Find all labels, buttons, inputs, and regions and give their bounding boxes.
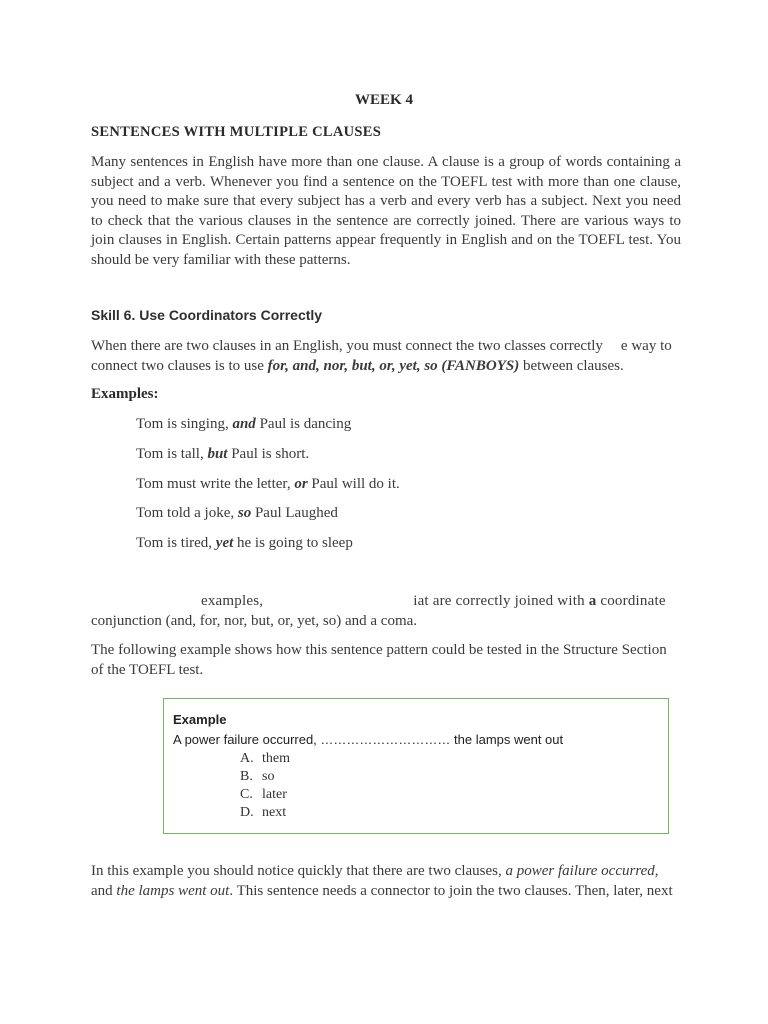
example-question: A power failure occurred, ………………………… the lamps went out <box>173 732 564 747</box>
summary-part1: examples, <box>201 593 264 609</box>
fanboys-list: for, and, nor, but, or, yet, so (FANBOYS) <box>267 357 520 374</box>
skill-line1-b: e way to <box>620 338 672 354</box>
answer-option-c: C. later <box>240 787 287 802</box>
explanation-paragraph: In this example you should notice quickly that there are two clauses, a power failure occurred, and the lamps went out. This sentence needs a connector to join the two clauses. Then, later, next <box>91 863 673 899</box>
skill-paragraph <box>91 337 681 376</box>
section-heading: SENTENCES WITH MULTIPLE CLAUSES <box>91 124 382 140</box>
summary-part3: coordinate <box>596 593 666 609</box>
page-title: WEEK 4 <box>355 92 413 108</box>
example-sentence: Tom is tall, but Paul is short. <box>136 446 310 462</box>
answer-option-b: B. so <box>240 769 275 784</box>
skill-line1-a: When there are two clauses in an English, you must connect the two classes correctly <box>91 338 603 354</box>
clause-1: a power failure occurred <box>505 863 655 879</box>
summary-bold: a <box>588 593 597 609</box>
example-sentence: Tom is singing, and Paul is dancing <box>136 416 352 432</box>
answer-option-d: D. next <box>240 805 287 820</box>
summary-paragraph <box>91 592 681 631</box>
example-box-title: Example <box>173 712 227 727</box>
example-sentence: Tom must write the letter, or Paul will do it. <box>136 476 400 492</box>
example-sentence: Tom is tired, yet he is going to sleep <box>136 535 353 551</box>
answer-option-a: A. them <box>240 751 290 766</box>
skill-title: Skill 6. Use Coordinators Correctly <box>91 307 323 323</box>
intro-paragraph: Many sentences in English have more than one clause. A clause is a group of words containing a subject and a verb. Whenever you find a sentence on the TOEFL test with more than one clause, you need to make sure that every subject has a verb and every verb has a subject. Next you need to check that the various clauses in the sentence are correctly joined. There are various ways to join clauses in English. Certain patterns appear frequently in English and on the TOEFL test. You should be very familiar with these patterns. <box>91 154 681 268</box>
summary-line2: conjunction (and, for, nor, but, or, yet, so) and a coma. <box>91 612 418 629</box>
summary-part2: iat are correctly joined with <box>413 593 589 609</box>
clause-2: the lamps went out <box>116 882 230 899</box>
example-box <box>163 698 669 834</box>
skill-line2-b: between clauses. <box>519 357 624 374</box>
example-sentence: Tom told a joke, so Paul Laughed <box>136 505 338 521</box>
test-intro: The following example shows how this sentence pattern could be tested in the Structure Section of the TOEFL test. <box>91 642 667 678</box>
examples-heading: Examples: <box>91 386 159 402</box>
skill-line2-a: connect two clauses is to use <box>91 357 268 374</box>
